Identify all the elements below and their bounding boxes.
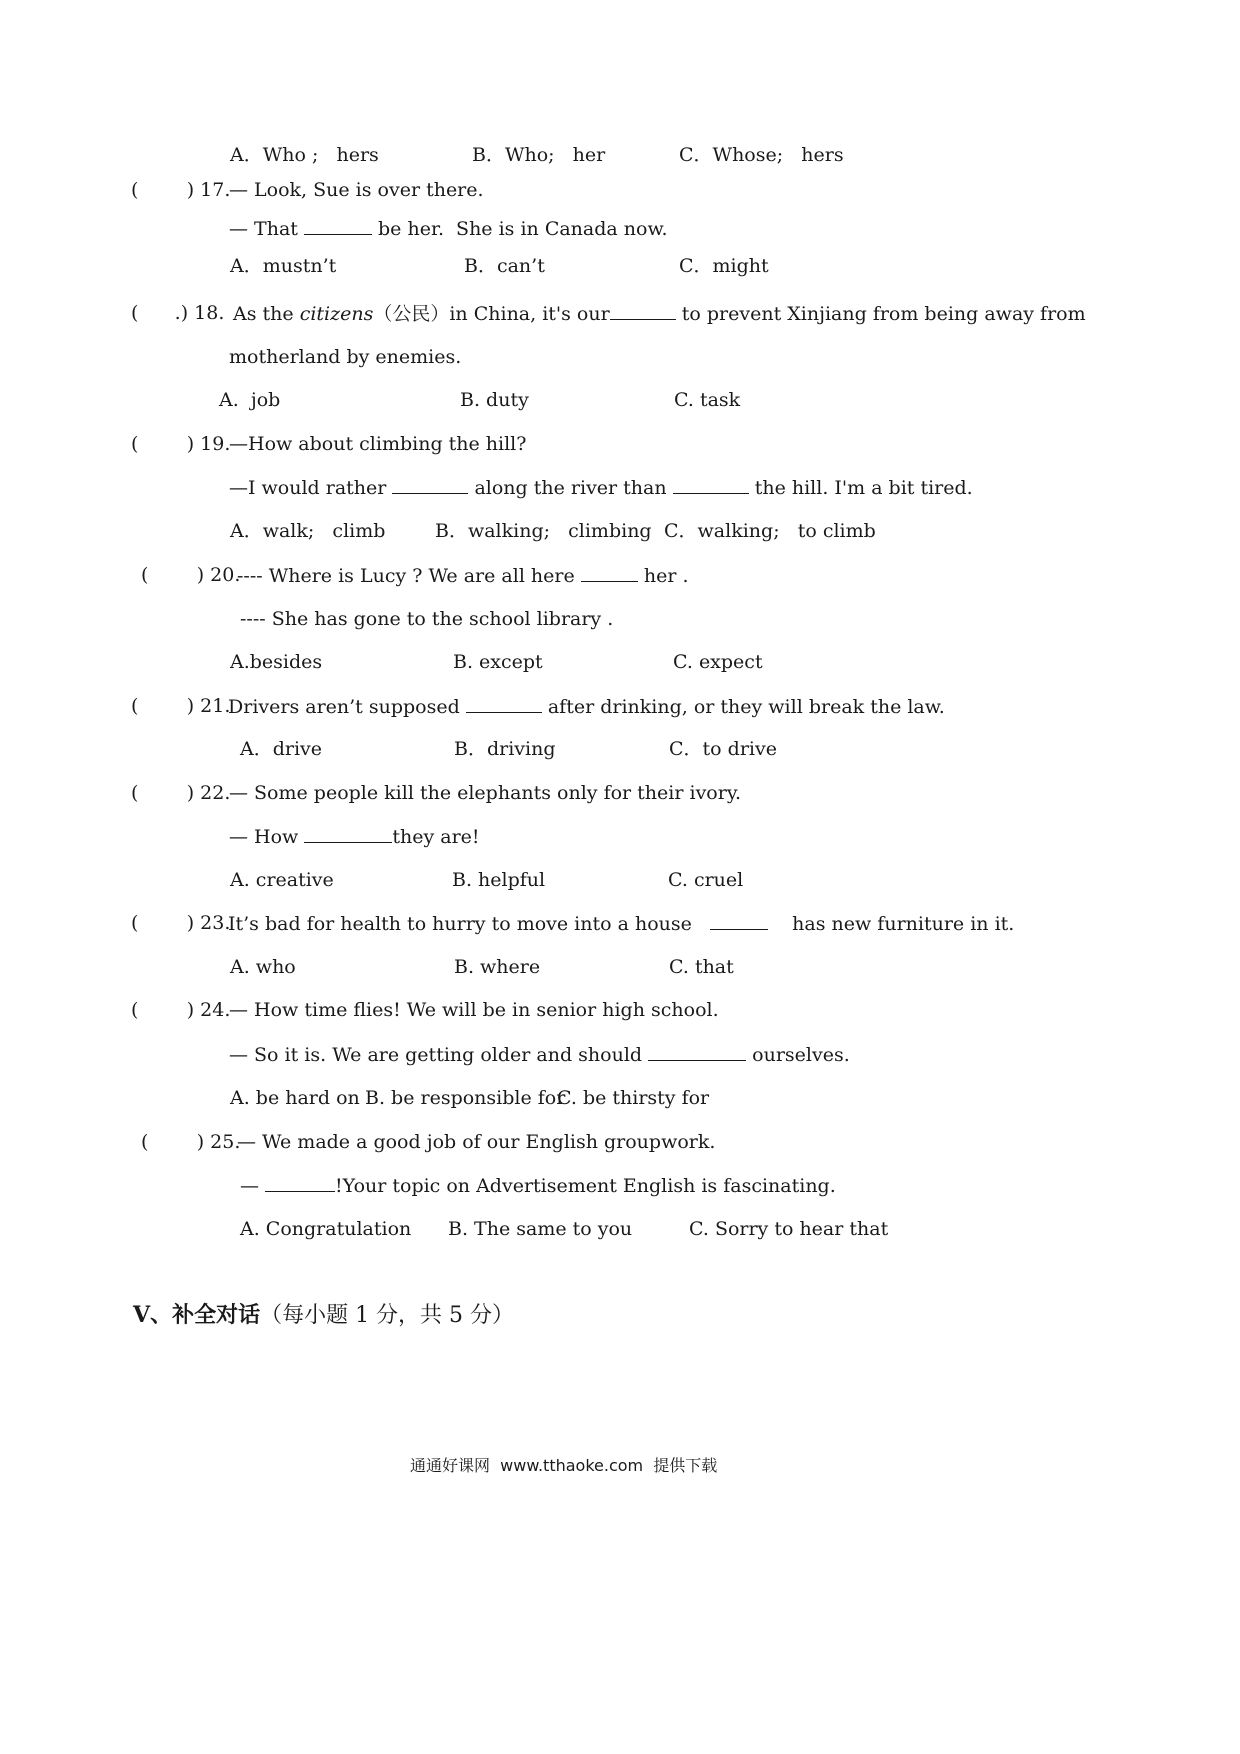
q23-option-c: C. that <box>669 956 734 978</box>
q24-blank <box>648 1045 746 1061</box>
q24-option-a: A. be hard on <box>230 1087 360 1109</box>
q25-option-c: C. Sorry to hear that <box>689 1218 889 1240</box>
q17-blank <box>304 219 372 235</box>
q20-option-b: B. except <box>453 651 543 673</box>
q25-option-b: B. The same to you <box>448 1218 633 1240</box>
q18-option-a: A. job <box>219 389 281 411</box>
q23-option-b: B. where <box>454 956 541 978</box>
q23-option-a: A. who <box>230 956 296 978</box>
q17-option-b: B．can’t <box>464 255 545 277</box>
q21-answer-bracket[interactable]: ( ) 21. <box>131 695 231 717</box>
q22-option-b: B. helpful <box>452 869 546 891</box>
q19-option-b: B．walking; climbing <box>435 520 652 542</box>
q20-option-c: C. expect <box>673 651 763 673</box>
section-heading <box>133 1304 514 1327</box>
q19-option-a: A．walk; climb <box>230 520 386 542</box>
q19-answer-bracket[interactable]: ( ) 19. <box>131 433 231 455</box>
q25-blank <box>265 1176 335 1192</box>
q22-line2: — How they are! <box>229 826 480 848</box>
q21-option-b: B．driving <box>454 738 556 760</box>
q18-line1: As the citizens（公民）in China, it's our to prevent Xinjiang from being away from <box>233 303 1086 325</box>
q19-blank-1 <box>392 478 468 494</box>
q20-line1: ---- Where is Lucy ? We are all here her . <box>237 565 689 587</box>
q17-option-c: C．might <box>679 255 769 277</box>
q18-blank <box>610 304 676 320</box>
q20-option-a: A.besides <box>230 651 323 673</box>
q25-line2: — !Your topic on Advertisement English is fascinating. <box>240 1175 836 1197</box>
q24-option-c: C. be thirsty for <box>557 1087 710 1109</box>
q24-line1: — How time flies! We will be in senior high school. <box>229 999 719 1021</box>
q21-option-c: C．to drive <box>669 738 777 760</box>
q22-line1: — Some people kill the elephants only for their ivory. <box>229 782 742 804</box>
q23-answer-bracket[interactable]: ( ) 23. <box>131 912 231 934</box>
section-score-note: （每小题 1 分，共 5 分） <box>260 1303 515 1328</box>
q16-option-c: C．Whose; hers <box>679 144 844 166</box>
q22-option-a: A. creative <box>230 869 334 891</box>
q22-blank <box>304 827 392 843</box>
q21-blank <box>466 697 542 713</box>
q18-answer-bracket[interactable]: ( .) 18. <box>131 302 225 324</box>
q17-line1: — Look, Sue is over there. <box>229 179 484 201</box>
q24-option-b: B. be responsible for <box>365 1087 566 1109</box>
q21-option-a: A．drive <box>240 738 323 760</box>
q19-option-c: C．walking; to climb <box>664 520 876 542</box>
q17-answer-bracket[interactable]: ( ) 17. <box>131 179 231 201</box>
q23-blank <box>710 914 768 930</box>
q22-answer-bracket[interactable]: ( ) 22. <box>131 782 231 804</box>
q22-option-c: C. cruel <box>668 869 744 891</box>
q18-option-b: B. duty <box>460 389 529 411</box>
section-title: V、补全对话 <box>133 1302 261 1328</box>
q23-line1: It’s bad for health to hurry to move into a house has new furniture in it. <box>228 913 1015 935</box>
q24-answer-bracket[interactable]: ( ) 24. <box>131 999 231 1021</box>
q20-blank <box>581 566 638 582</box>
q24-line2: — So it is. We are getting older and should ourselves. <box>229 1044 850 1066</box>
q20-line2: ---- She has gone to the school library . <box>240 608 614 630</box>
q19-line2: —I would rather along the river than the hill. I'm a bit tired. <box>229 477 973 499</box>
page-footer: 通通好课网 www.tthaoke.com 提供下载 <box>410 1456 718 1475</box>
q19-blank-2 <box>673 478 749 494</box>
q18-line2: motherland by enemies. <box>229 346 462 368</box>
q21-line1: Drivers aren’t supposed after drinking, or they will break the law. <box>228 696 945 718</box>
q25-answer-bracket[interactable]: ( ) 25. <box>141 1131 241 1153</box>
q17-line2: — That be her. She is in Canada now. <box>229 218 668 240</box>
q16-option-b: B．Who; her <box>472 144 606 166</box>
q25-line1: — We made a good job of our English groupwork. <box>237 1131 716 1153</box>
q19-line1: —How about climbing the hill? <box>229 433 527 455</box>
q20-answer-bracket[interactable]: ( ) 20. <box>141 564 241 586</box>
q17-option-a: A．mustn’t <box>230 255 337 277</box>
q16-option-a: A．Who ; hers <box>230 144 379 166</box>
q25-option-a: A. Congratulation <box>240 1218 412 1240</box>
q18-option-c: C. task <box>674 389 741 411</box>
